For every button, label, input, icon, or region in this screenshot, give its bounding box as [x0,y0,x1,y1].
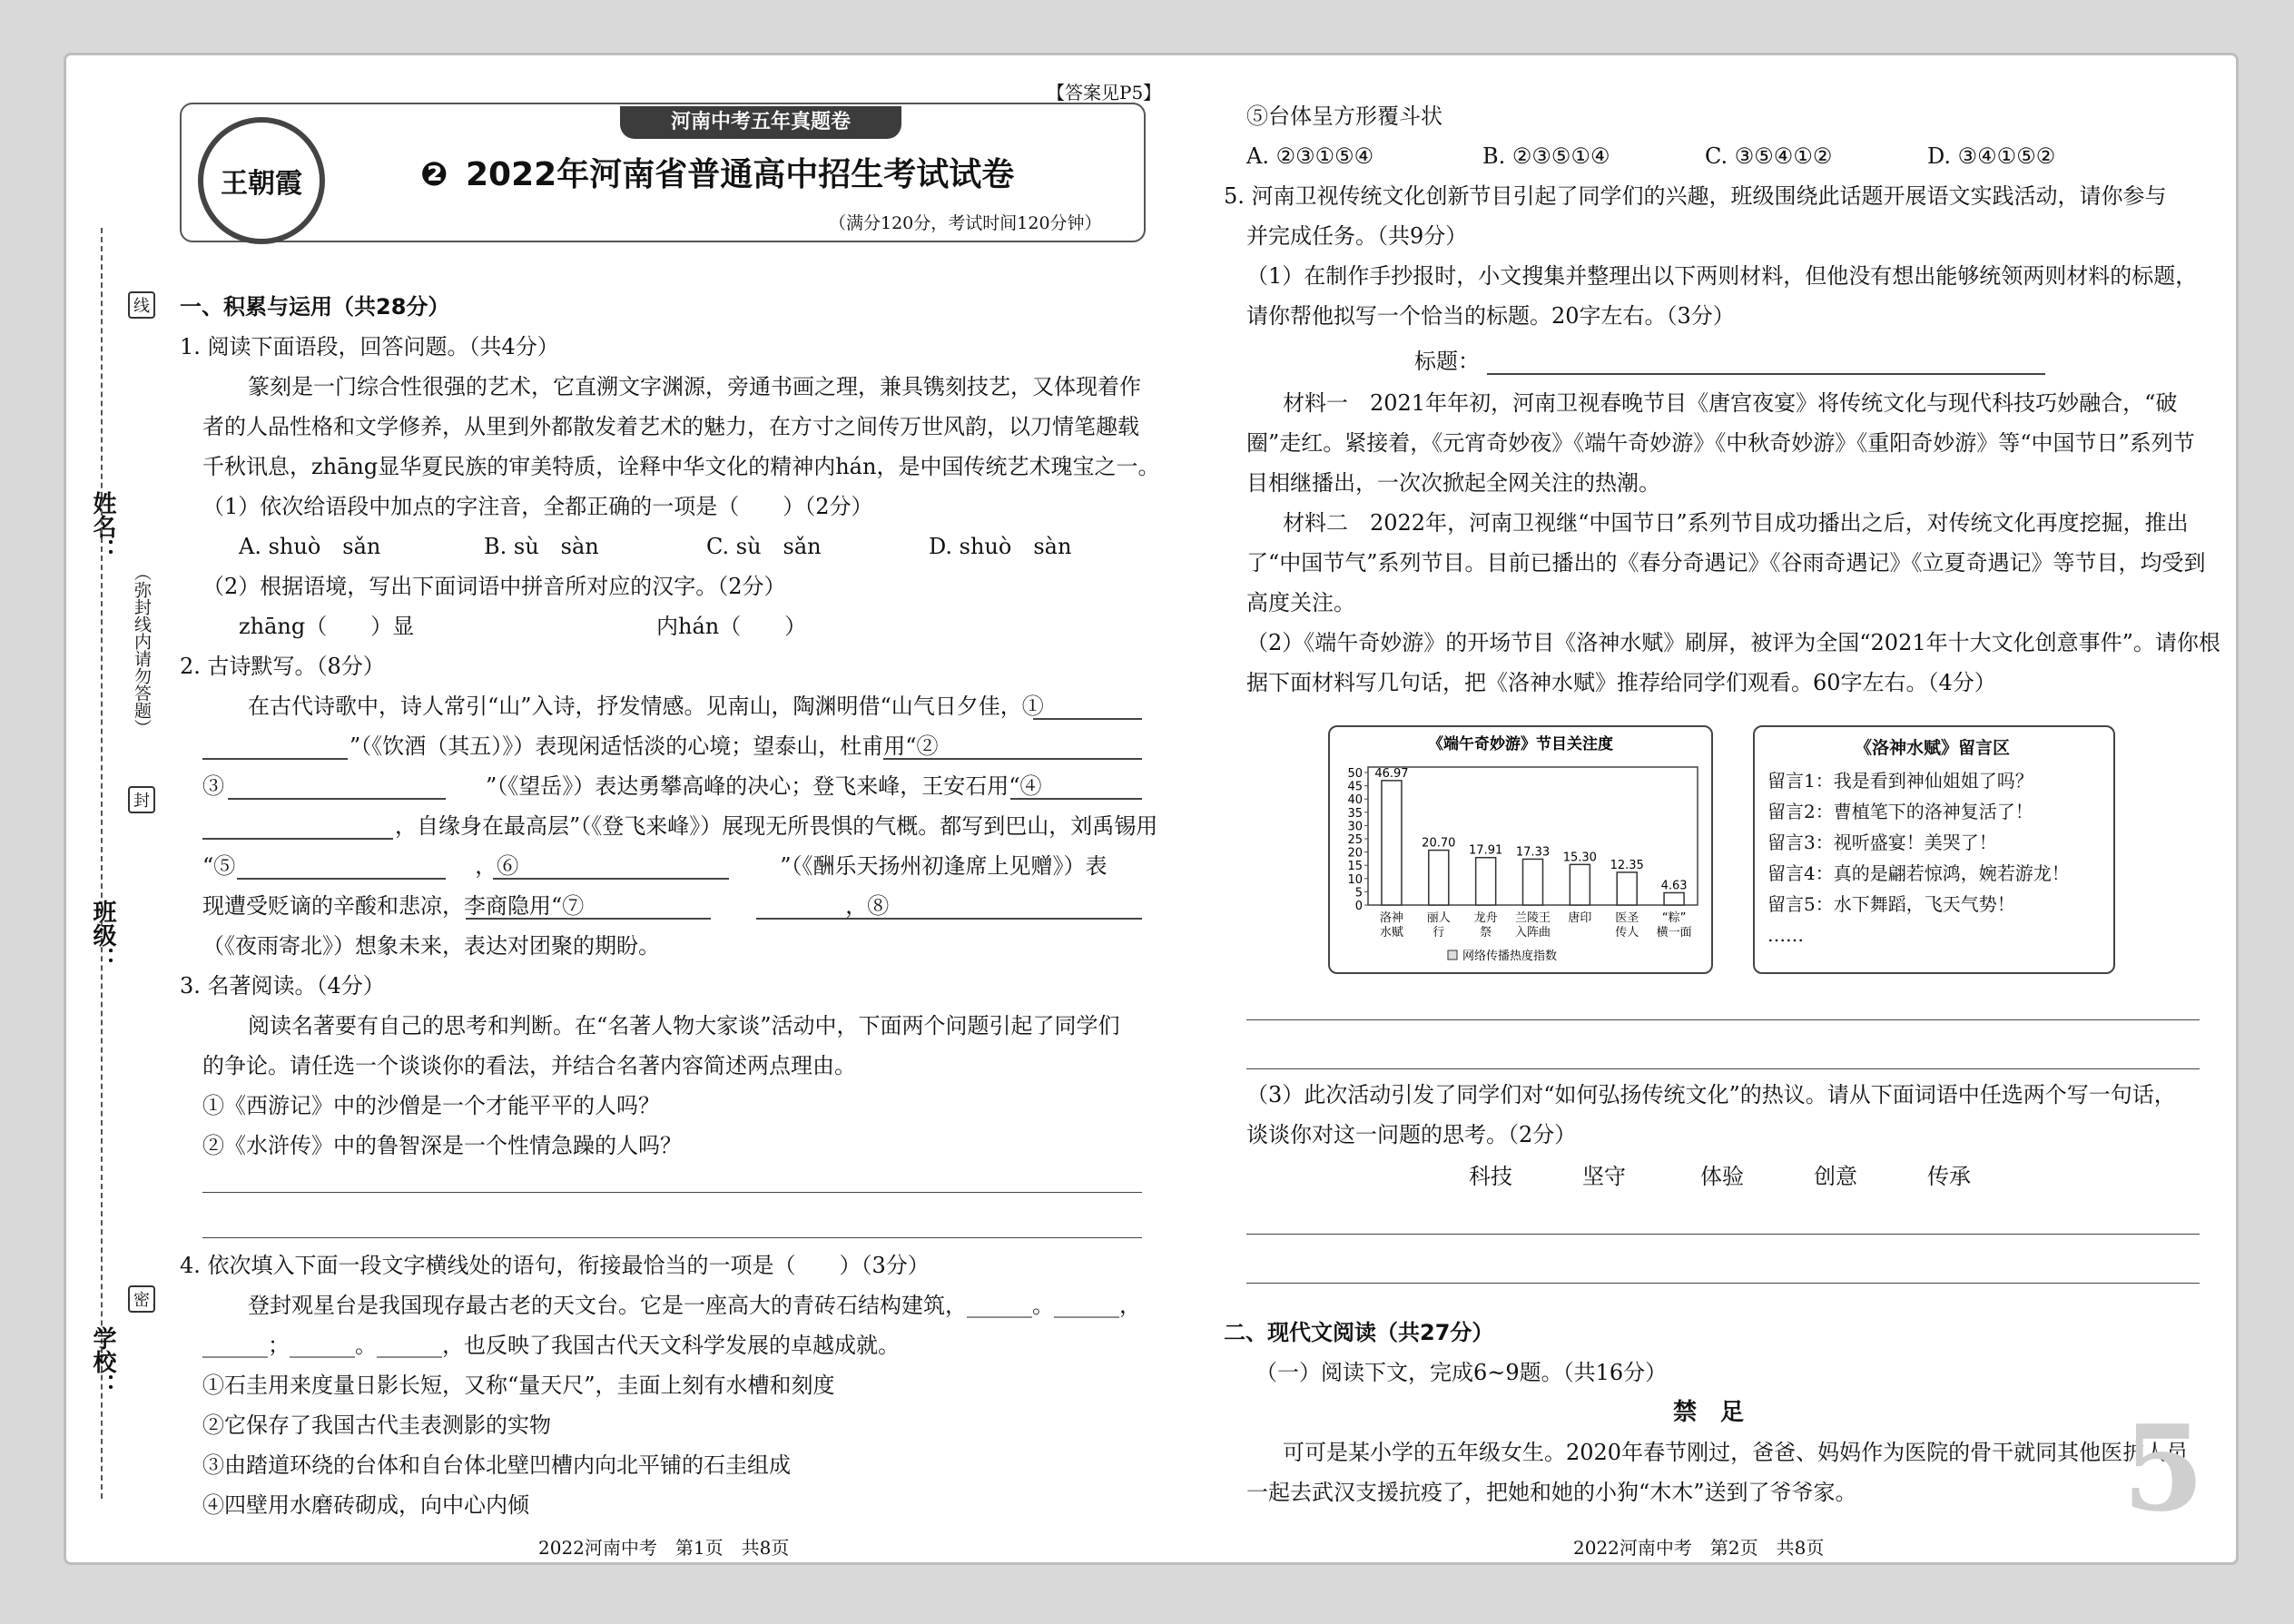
chart-bar [1523,859,1543,905]
comment-2: 留言2：曹植笔下的洛神复活了！ [1767,801,2033,822]
q2-blank-7[interactable] [466,918,711,920]
y-tick-label: 30 [1347,820,1363,834]
q2-blank-4[interactable] [1010,798,1142,800]
x-tick-label-line2: 横一面 [1656,926,1692,940]
q5-2-line-1: （2）《端午奇妙游》的开场节目《洛神水赋》刷屏，被评为全国“2021年十大文化创意事件”。请你根 [1246,630,2220,655]
comments-title: 《洛神水赋》留言区 [1855,738,2011,758]
comment-4: 留言4：真的是翩若惊鸿，婉若游龙！ [1767,862,2070,884]
q4-item-3: ③由踏道环绕的台体和自台体北壁凹槽内向北平铺的石圭组成 [202,1452,791,1478]
q3-title: 3. 名著阅读。（4分） [180,973,385,999]
footer-right: 2022河南中考 第2页 共8页 [1573,1537,1825,1559]
q1-title: 1. 阅读下面语段，回答问题。（共4分） [180,334,559,359]
q1-sub2-b: 内hán（ ） [656,614,807,639]
chart-bar [1382,781,1402,905]
bar-value-label: 4.63 [1660,879,1688,893]
story-line-1: 可可是某小学的五年级女生。2020年春节刚过，爸爸、妈妈作为医院的骨干就同其他医护人员 [1283,1440,2189,1465]
q2-blank-6[interactable] [493,878,729,880]
school-label: 学校： [89,1326,116,1397]
comment-1: 留言1：我是看到神仙姐姐了吗？ [1767,770,2033,792]
q3-item-2: ②《水浒传》中的鲁智深是一个性情急躁的人吗？ [202,1133,682,1158]
y-tick-label: 50 [1347,767,1363,781]
title-answer-line[interactable] [1487,373,2045,375]
q1-opt-d: D. shuò sàn [929,534,1072,559]
binding-line [101,228,103,1499]
chart-bar [1570,864,1590,905]
y-tick-label: 40 [1347,793,1363,808]
q4-item-4: ④四壁用水磨砖砌成，向中心内倾 [202,1492,529,1518]
word-2: 坚守 [1582,1164,1626,1189]
word-3: 体验 [1700,1164,1744,1189]
chart-bar [1476,858,1496,905]
y-tick-label: 0 [1354,900,1363,913]
q3-line-2: 的争论。请任选一个谈谈你的看法，并结合名著内容简述两点理由。 [202,1053,856,1078]
material1-line-1: 材料一 2021年年初，河南卫视春晚节目《唐宫夜宴》将传统文化与现代科技巧妙融合，“破 [1283,390,2178,416]
legend-swatch [1448,950,1457,960]
q1-line-1: 篆刻是一门综合性很强的艺术，它直溯文字渊源，旁通书画之理，兼具镌刻技艺，又体现着作 [248,374,1141,399]
q5-title-2: 并完成任务。（共9分） [1246,223,1468,249]
q2-blank-4b[interactable] [202,838,393,840]
x-tick-label-line2: 传人 [1615,926,1639,940]
exam-sheet [64,53,2239,1565]
q5-1-line-2: 请你帮他拟写一个恰当的标题。20字左右。（3分） [1246,303,1735,329]
q1-sub2: （2）根据语境，写出下面词语中拼音所对应的汉字。（2分） [202,574,786,599]
y-tick-label: 15 [1347,860,1363,874]
chart-bar [1664,892,1684,905]
comments-box [1753,725,2115,974]
comment-3: 留言3：视听盛宴！美哭了！ [1767,832,1997,853]
q4-item-2: ②它保存了我国古代圭表测影的实物 [202,1412,551,1438]
material1-line-2: 圈”走红。紧接着，《元宵奇妙夜》《端午奇妙游》《中秋奇妙游》《重阳奇妙游》等“中国节日”系列节 [1246,430,2195,456]
x-tick-label-line2: 行 [1433,926,1445,940]
q1-opt-a: A. shuò sǎn [239,534,381,559]
q1-opt-b: B. sù sàn [484,534,599,559]
x-tick-label-line2: 水赋 [1379,926,1403,940]
q3-item-1: ①《西游记》中的沙僧是一个才能平平的人吗？ [202,1093,660,1118]
x-tick-label-line2: 祭 [1480,926,1492,940]
q4-opt-c: C. ③⑤④①② [1705,143,1833,169]
section1-heading: 一、积累与运用（共28分） [180,294,450,320]
q1-sub1: （1）依次给语段中加点的字注音，全都正确的一项是（ ）（2分） [202,494,873,519]
x-tick-label: 唐印 [1568,911,1592,925]
q2-line-5: “⑤ ，⑥ ”（《酬乐天扬州初逢席上见赠》）表 [202,853,1108,879]
y-tick-label: 25 [1347,833,1363,847]
comment-more: …… [1767,924,1804,946]
q2-blank-2[interactable] [883,758,1142,760]
x-tick-label-line2: 入阵曲 [1514,926,1551,940]
q4-opt-a: A. ②③①⑤④ [1246,143,1374,169]
q5-2-answer-line-1[interactable] [1246,1019,2200,1020]
q5-title-1: 5. 河南卫视传统文化创新节目引起了同学们的兴趣，班级围绕此话题开展语文实践活动，请你参与 [1224,183,2167,209]
bar-value-label: 46.97 [1374,766,1409,781]
seal-char-line: 线 [128,291,155,319]
chart-bar [1429,851,1449,905]
q4-item-5: ⑤台体呈方形覆斗状 [1246,103,1442,129]
q4-opt-b: B. ②③⑤①④ [1482,143,1610,169]
material2-line-3: 高度关注。 [1246,590,1355,615]
q5-2-answer-line-2[interactable] [1246,1068,2200,1069]
page-title: 2022年河南省普通高中招生考试试卷 [466,156,1015,193]
bar-value-label: 20.70 [1422,836,1456,851]
bar-value-label: 17.91 [1469,843,1503,858]
subsection-1: （一）阅读下文，完成6~9题。（共16分） [1255,1360,1668,1385]
q4-line-1: 登封观星台是我国现存最古老的天文台。它是一座高大的青砖石结构建筑，______。______， [248,1293,1141,1318]
material2-line-1: 材料二 2022年，河南卫视继“中国节日”系列节目成功播出之后，对传统文化再度挖掘，推出 [1283,510,2189,536]
x-tick-label: 洛神 [1379,911,1403,925]
q2-blank-1b[interactable] [202,758,348,760]
q2-blank-3[interactable] [228,798,446,800]
y-tick-label: 10 [1347,872,1363,887]
y-tick-label: 35 [1347,806,1363,821]
x-tick-label: 丽人 [1426,911,1451,925]
q2-line-7: （《夜雨寄北》）想象未来，表达对团聚的期盼。 [202,933,660,959]
q5-3-line-1: （3）此次活动引发了同学们对“如何弘扬传统文化”的热议。请从下面词语中任选两个写一句话， [1246,1082,2176,1107]
title-label: 标题： [1414,349,1480,374]
class-label: 班级： [89,900,116,970]
q1-sub2-a: zhāng（ ）显 [239,614,415,639]
q5-3-answer-line-1[interactable] [1246,1234,2200,1235]
x-tick-label: “粽” [1661,911,1687,925]
y-tick-label: 5 [1354,886,1363,901]
chart-bar [1617,872,1637,905]
q4-item-1: ①石圭用来度量日影长短，又称“量天尺”，圭面上刻有水槽和刻度 [202,1373,835,1398]
series-banner: 河南中考五年真题卷 [620,106,901,139]
name-label: 姓名： [89,491,116,562]
bar-value-label: 17.33 [1515,845,1551,860]
bar-value-label: 15.30 [1562,851,1597,865]
word-1: 科技 [1469,1164,1512,1189]
bar-value-label: 12.35 [1610,858,1644,872]
q5-3-answer-line-2[interactable] [1246,1283,2200,1284]
story-title: 禁 足 [1673,1399,1745,1426]
y-tick-label: 45 [1347,780,1363,794]
q2-blank-5[interactable] [237,878,446,880]
page-mark: 5 [2122,1399,2205,1538]
comment-5: 留言5：水下舞蹈，飞天气势！ [1767,893,2015,915]
q1-line-3: 千秋讯息，zhāng显华夏民族的审美特质，诠释中华文化的精神内hán，是中国传统艺术瑰宝之一。 [202,454,1160,479]
title-number: ❷ [420,156,448,193]
q2-title: 2. 古诗默写。（8分） [180,654,385,679]
section2-heading: 二、现代文阅读（共27分） [1224,1320,1494,1345]
q5-1-line-1: （1）在制作手抄报时，小文搜集并整理出以下两则材料，但他没有想出能够统领两则材料的标题， [1246,263,2198,289]
publisher-logo [198,117,325,244]
q5-2-line-2: 据下面材料写几句话，把《洛神水赋》推荐给同学们观看。60字左右。（4分） [1246,670,1996,695]
seal-char-secret: 密 [128,1285,155,1313]
attention-bar-chart [1330,727,1711,972]
q1-opt-c: C. sù sǎn [706,534,822,559]
legend-label: 网络传播热度指数 [1462,950,1558,963]
q4-title: 4. 依次填入下面一段文字横线处的语句，衔接最恰当的一项是（ ）（3分） [180,1253,930,1278]
y-tick-label: 20 [1347,846,1363,861]
q3-answer-line-2[interactable] [202,1237,1142,1238]
q2-line-6: 现遭受贬谪的辛酸和悲凉，李商隐用“⑦ ，⑧ [202,893,890,919]
footer-left: 2022河南中考 第1页 共8页 [538,1537,790,1559]
material2-line-2: 了“中国节气”系列节目。目前已播出的《春分奇遇记》《谷雨奇遇记》《立夏奇遇记》等节目，均受到 [1246,550,2206,576]
logo-text: 王朝霞 [221,168,302,200]
q2-blank-8[interactable] [756,918,1142,920]
q3-answer-line-1[interactable] [202,1192,1142,1193]
chart-title: 《端午奇妙游》节目关注度 [1428,735,1613,753]
x-tick-label: 医圣 [1615,911,1639,925]
x-tick-label: 兰陵王 [1514,911,1551,925]
material1-line-3: 目相继播出，一次次掀起全网关注的热潮。 [1246,470,1660,496]
q4-line-2: ______；______。______，也反映了我国古代天文科学发展的卓越成就。 [202,1333,900,1358]
binding-warning: （弥封线内请勿答题） [132,564,152,736]
x-tick-label: 龙舟 [1473,911,1498,925]
seal-char-seal: 封 [128,786,155,813]
chart-box [1328,725,1713,974]
exam-meta: （满分120分，考试时间120分钟） [829,213,1102,233]
q2-line-2: ”（《饮酒（其五）》）表现闲适恬淡的心境；望泰山，杜甫用“② [350,733,939,759]
q3-line-1: 阅读名著要有自己的思考和判断。在“名著人物大家谈”活动中，下面两个问题引起了同学们 [248,1013,1120,1038]
answer-ref: 【答案见P5】 [1047,82,1162,103]
q2-line-1: 在古代诗歌中，诗人常引“山”入诗，抒发情感。见南山，陶渊明借“山气日夕佳，① [248,694,1044,719]
word-4: 创意 [1814,1164,1857,1189]
q2-blank-1[interactable] [1033,718,1142,720]
story-line-2: 一起去武汉支援抗疫了，把她和她的小狗“木木”送到了爷爷家。 [1246,1480,1857,1505]
q2-line-4: ，自缘身在最高层”（《登飞来峰》）展现无所畏惧的气概。都写到巴山，刘禹锡用 [395,813,1158,839]
q4-opt-d: D. ③④①⑤② [1927,143,2056,169]
q5-3-line-2: 谈谈你对这一问题的思考。（2分） [1246,1122,1577,1147]
q1-line-2: 者的人品性格和文学修养，从里到外都散发着艺术的魅力，在方寸之间传万世风韵，以刀情笔趣载 [202,414,1139,439]
q2-line-3: ③ ”（《望岳》）表达勇攀高峰的决心；登飞来峰，王安石用“④ [202,773,1042,799]
word-5: 传承 [1927,1164,1971,1189]
